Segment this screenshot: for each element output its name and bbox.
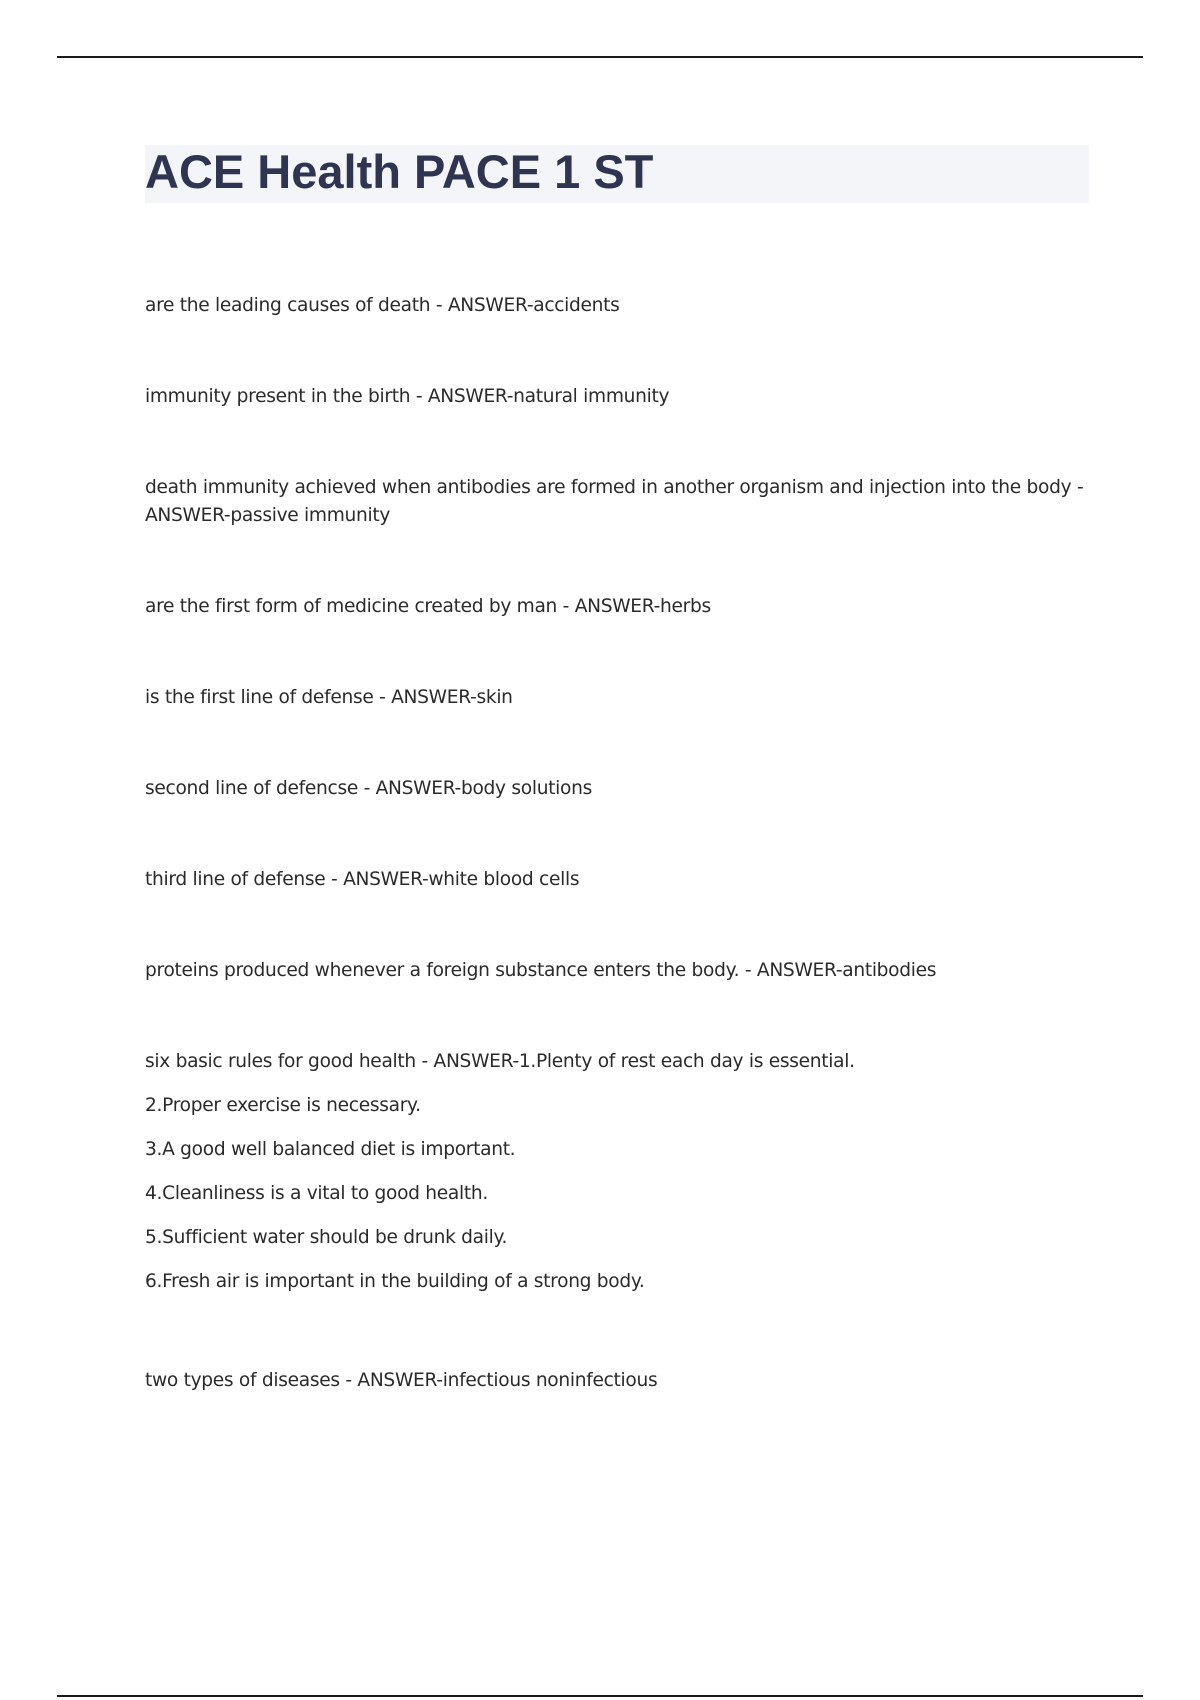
question-text: death immunity achieved when antibodies are formed in another organism and injection into the body bbox=[145, 477, 1072, 498]
top-divider bbox=[57, 56, 1143, 58]
qa-entry bbox=[145, 684, 1090, 712]
answer-text: ANSWER-skin bbox=[391, 687, 513, 708]
rule-line: 6.Fresh air is important in the building of a strong body. bbox=[145, 1271, 645, 1292]
separator: - bbox=[557, 596, 575, 617]
separator: - bbox=[739, 960, 757, 981]
separator: - bbox=[325, 869, 344, 890]
rule-line: 3.A good well balanced diet is important. bbox=[145, 1139, 516, 1160]
question-text: second line of defencse bbox=[145, 778, 358, 799]
qa-entry bbox=[145, 292, 1090, 320]
answer-text: ANSWER-herbs bbox=[574, 596, 711, 617]
answer-text: ANSWER-accidents bbox=[447, 295, 620, 316]
answer-text: ANSWER-1.Plenty of rest each day is essential. bbox=[433, 1051, 855, 1072]
answer-text: ANSWER-infectious noninfectious bbox=[357, 1370, 658, 1391]
answer-text: ANSWER-body solutions bbox=[375, 778, 592, 799]
qa-entry bbox=[145, 957, 1090, 985]
question-text: are the leading causes of death bbox=[145, 295, 431, 316]
separator: - bbox=[415, 1051, 434, 1072]
question-text: are the first form of medicine created by man bbox=[145, 596, 558, 617]
answer-text: ANSWER-natural immunity bbox=[427, 386, 670, 407]
separator: - bbox=[1071, 477, 1084, 498]
answer-text: ANSWER-passive immunity bbox=[145, 505, 391, 526]
qa-entry bbox=[145, 1048, 1090, 1296]
rule-line: 5.Sufficient water should be drunk daily. bbox=[145, 1227, 508, 1248]
separator: - bbox=[410, 386, 428, 407]
bottom-divider bbox=[57, 1695, 1143, 1697]
separator: - bbox=[357, 778, 376, 799]
question-text: immunity present in the birth bbox=[145, 386, 411, 407]
qa-entry bbox=[145, 593, 1090, 621]
qa-entry bbox=[145, 866, 1090, 894]
question-text: six basic rules for good health bbox=[145, 1051, 416, 1072]
question-text: two types of diseases bbox=[145, 1370, 340, 1391]
qa-entry bbox=[145, 775, 1090, 803]
answer-text: ANSWER-antibodies bbox=[756, 960, 937, 981]
question-text: third line of defense bbox=[145, 869, 326, 890]
separator: - bbox=[339, 1370, 358, 1391]
question-text: is the first line of defense bbox=[145, 687, 374, 708]
question-text: proteins produced whenever a foreign substance enters the body. bbox=[145, 960, 740, 981]
qa-entry bbox=[145, 383, 1090, 411]
rule-line: 2.Proper exercise is necessary. bbox=[145, 1095, 421, 1116]
separator: - bbox=[430, 295, 448, 316]
qa-entry bbox=[145, 474, 1090, 530]
page-title: ACE Health PACE 1 ST bbox=[145, 145, 654, 198]
qa-entry bbox=[145, 1367, 1090, 1395]
separator: - bbox=[373, 687, 392, 708]
answer-text: ANSWER-white blood cells bbox=[343, 869, 580, 890]
rule-line: 4.Cleanliness is a vital to good health. bbox=[145, 1183, 488, 1204]
